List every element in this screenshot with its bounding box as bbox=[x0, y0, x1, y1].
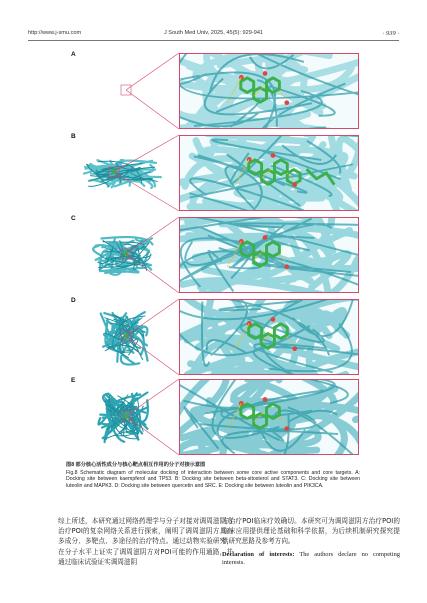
panel-label: E bbox=[71, 377, 76, 384]
protein-overview-image bbox=[74, 302, 172, 372]
docking-panel-b bbox=[66, 132, 360, 212]
docking-figure bbox=[66, 50, 360, 458]
body-column-right bbox=[222, 516, 400, 567]
header-rule bbox=[28, 40, 399, 41]
running-header bbox=[28, 30, 399, 40]
body-column-left bbox=[58, 516, 233, 567]
docking-panel-c bbox=[66, 214, 360, 294]
binding-site-zoom bbox=[179, 53, 359, 129]
declaration-of-interests bbox=[222, 551, 400, 568]
binding-site-zoom bbox=[179, 135, 359, 211]
protein-overview-image bbox=[74, 56, 172, 126]
journal-url[interactable]: http://www.j-smu.com bbox=[28, 30, 82, 36]
declaration-text: The authors declare no competing interests. bbox=[222, 550, 400, 567]
conclusion-paragraph: 综上所述，本研究通过网络药理学与分子对接对调周滋阴方治疗POI的复杂网络关系进行探索，阐明了调周滋阴方具有多成分、多靶点、多途径的治疗特点。通过动物实验研究，在分子水平上证实了调周滋阴方对POI可能的作用通路，并通过临床试验证实调周滋阴 bbox=[58, 517, 233, 566]
panel-label: D bbox=[71, 297, 76, 304]
docking-panel-e bbox=[66, 376, 360, 456]
journal-citation: J South Med Univ, 2025, 45(5): 929-941 bbox=[163, 30, 264, 36]
conclusion-paragraph-continued: 方治疗POI临床疗效确切。本研究可为调周滋阴方治疗POI的临床应用提供理论基础和科学依据，为后续机制研究探究提供研究思路及参考方向。 bbox=[222, 517, 400, 546]
panel-label: A bbox=[71, 51, 76, 58]
panel-label: C bbox=[71, 215, 76, 222]
caption-chinese: 图8 部分核心活性成分与核心靶点相互作用的分子对接示意图 bbox=[66, 462, 206, 468]
protein-overview-image bbox=[74, 138, 172, 208]
docking-panel-d bbox=[66, 296, 360, 376]
page-number: · 939 · bbox=[382, 30, 399, 37]
protein-overview-image bbox=[74, 382, 172, 452]
declaration-label: Declaration of interests: bbox=[222, 550, 295, 558]
binding-site-zoom bbox=[179, 217, 359, 293]
caption-english: Fig.8 Schematic diagram of molecular docking of interaction between some core active components and core targets. A: Docking site between kaempferol and TP53. B: Docking site between beta-sitosterol and STAT3. C: Docking site between luteolin and MAPK3. D: Docking site between quercetin and SRC. E: Docking site between luteolin and PIK3CA. bbox=[66, 469, 360, 489]
figure-caption bbox=[66, 462, 360, 489]
docking-panel-a bbox=[66, 50, 360, 130]
binding-site-zoom bbox=[179, 379, 359, 455]
binding-site-zoom bbox=[179, 299, 359, 375]
panel-label: B bbox=[71, 133, 76, 140]
protein-overview-image bbox=[74, 220, 172, 290]
